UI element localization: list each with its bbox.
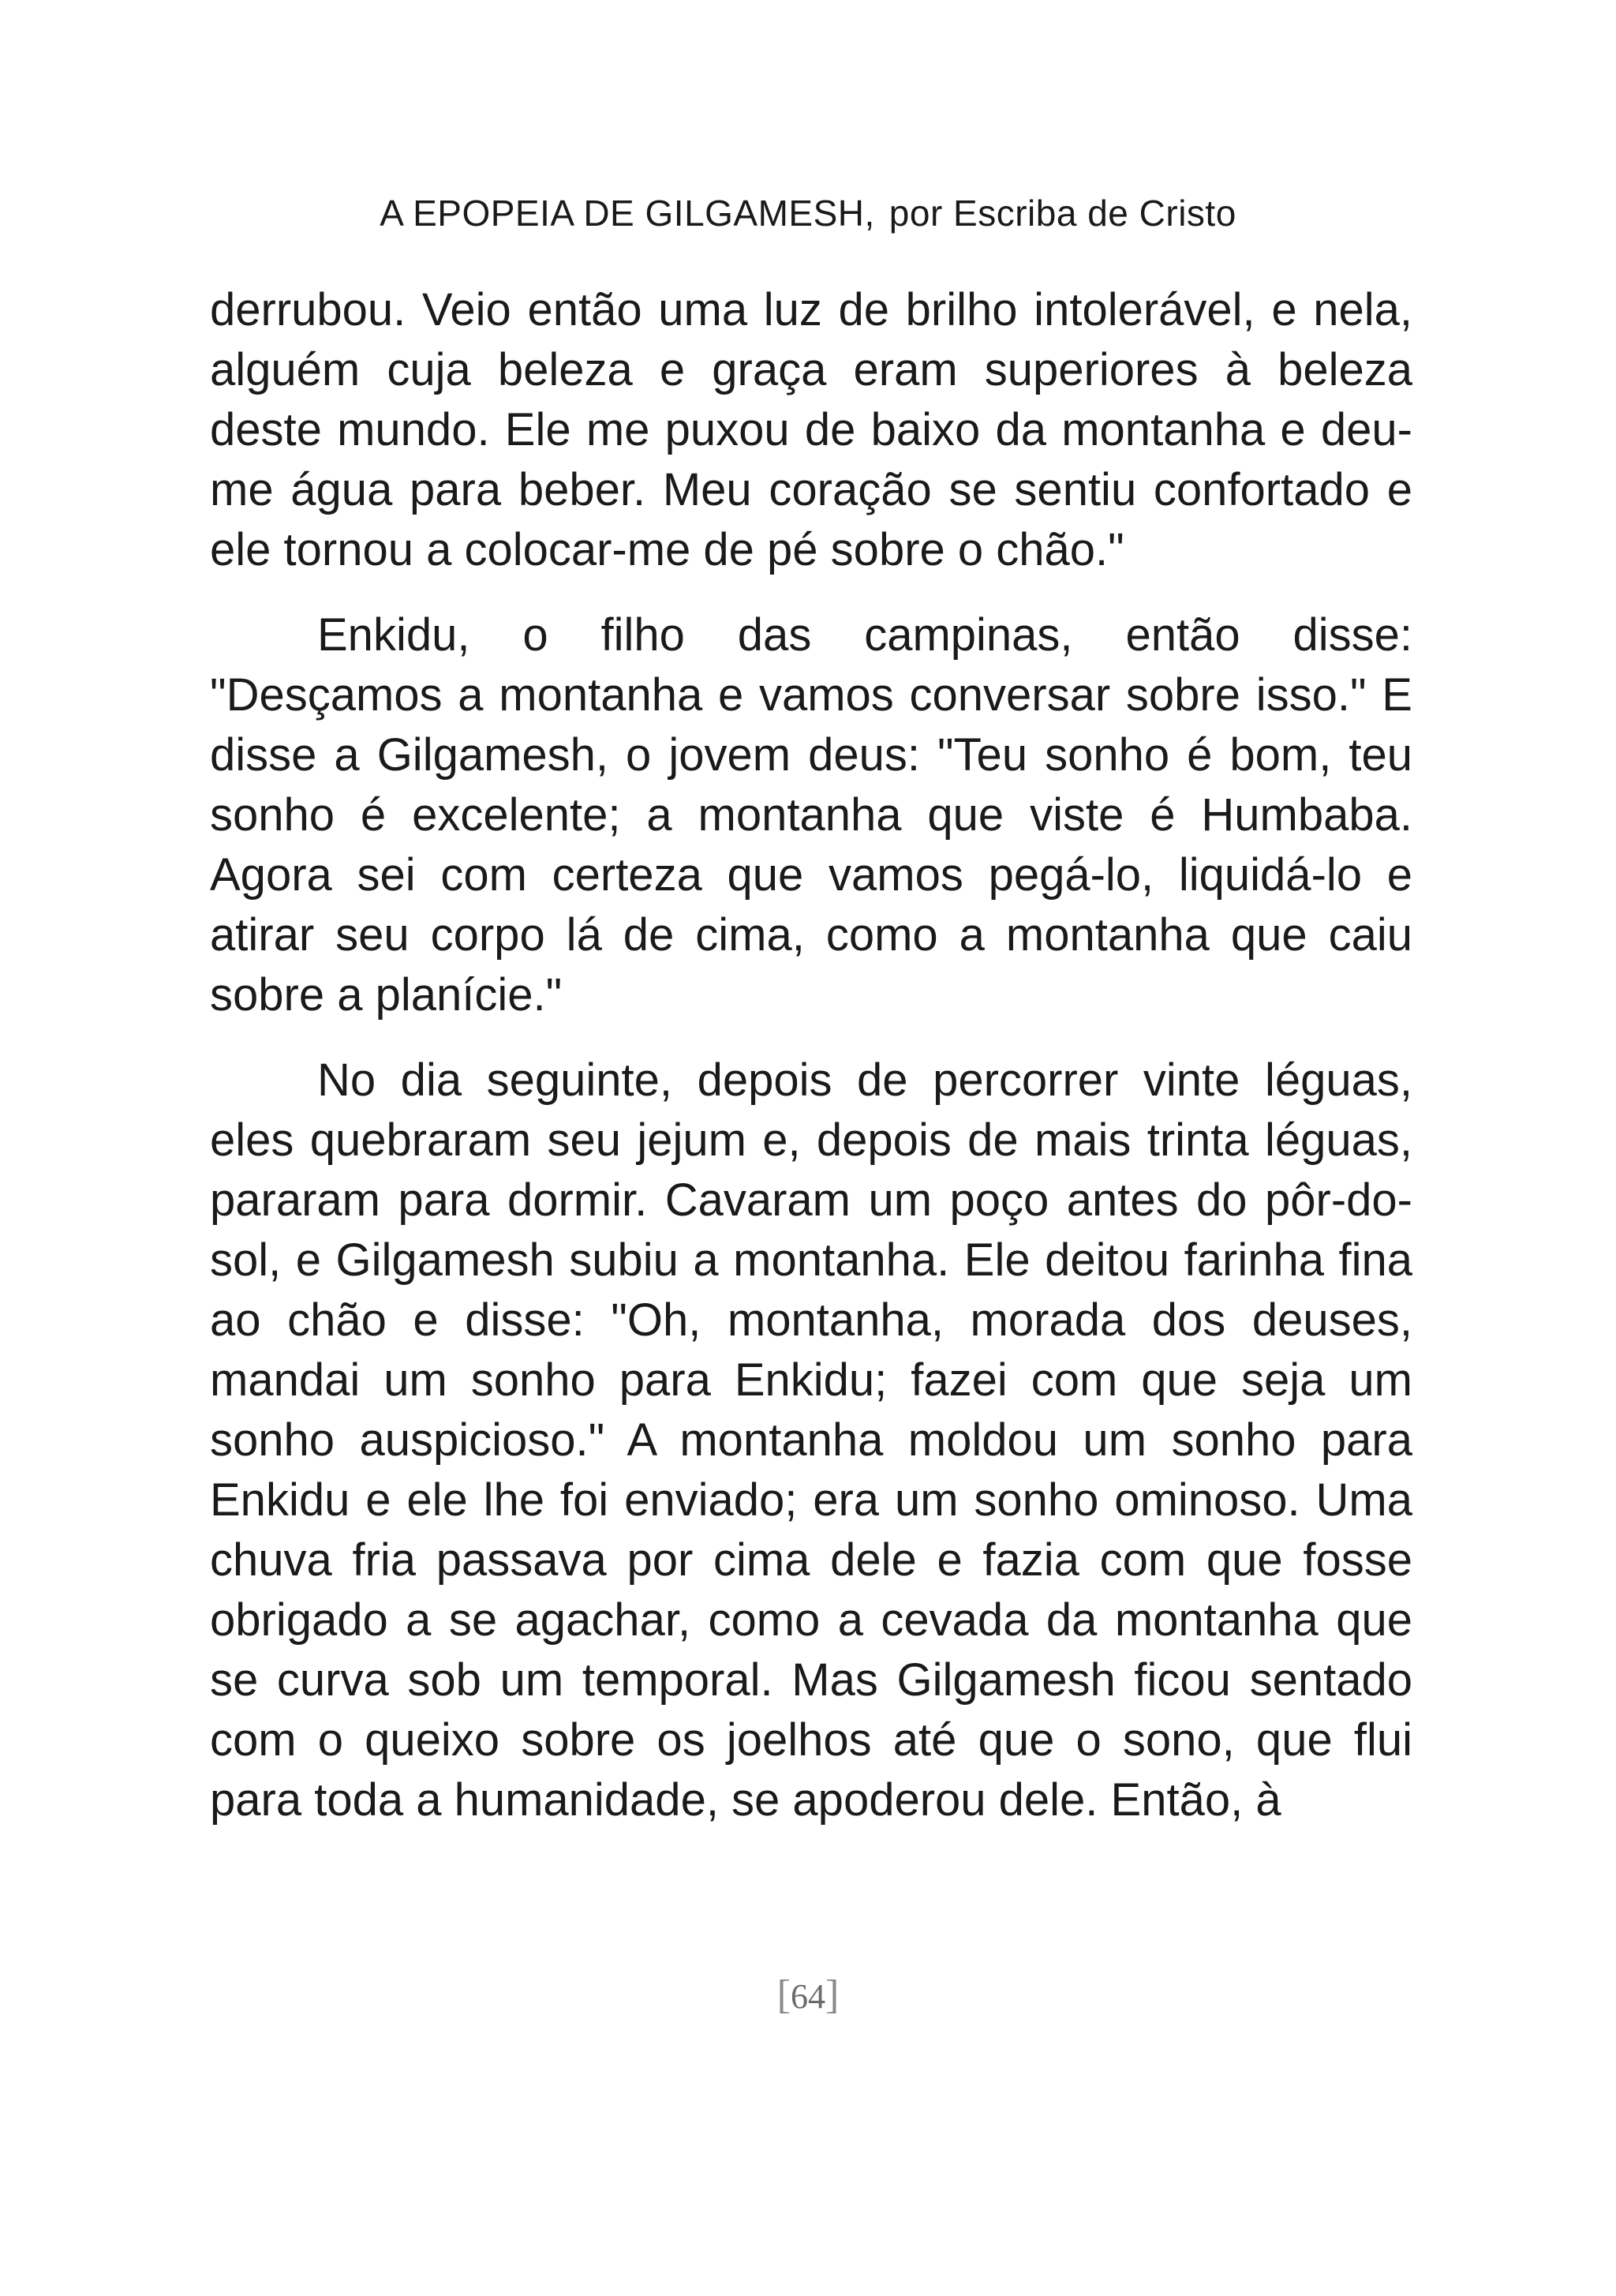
paragraph: No dia seguinte, depois de percorrer vinte léguas, eles quebraram seu jejum e, depois de mais trinta léguas, pararam para dormir. Cavaram um poço antes do pôr-do-sol, e Gilgamesh subiu a montanha. Ele deitou farinha fina ao chão e disse: "Oh, montanha, morada dos deuses, mandai um sonho para Enkidu; fazei com que seja um sonho auspicioso." A montanha moldou um sonho para Enkidu e ele lhe foi enviado; era um sonho ominoso. Uma chuva fria passava por cima dele e fazia com que fosse obrigado a se agachar, como a cevada da montanha que se curva sob um temporal. Mas Gilgamesh ficou sentado com o queixo sobre os joelhos até que o sono, que flui para toda a humanidade, se apoderou dele. Então, à [210,1054,1412,1826]
page-number-close-bracket: ] [825,1972,840,2017]
book-title: A EPOPEIA DE GILGAMESH, [380,193,875,234]
page-number-open-bracket: [ [776,1972,791,2017]
paragraph: Enkidu, o filho das campinas, então disse: "Desçamos a montanha e vamos conversar sobre isso." E disse a Gilgamesh, o jovem deus: "Teu sonho é bom, teu sonho é excelente; a montanha que viste é Humbaba. Agora sei com certeza que vamos pegá-lo, liquidá-lo e atirar seu corpo lá de cima, como a montanha que caiu sobre a planície." [210,609,1412,1021]
running-header [0,189,1616,237]
book-author: por Escriba de Cristo [888,193,1236,234]
paragraph-continued: derrubou. Veio então uma luz de brilho intolerável, e nela, alguém cuja beleza e graça eram superiores à beleza deste mundo. Ele me puxou de baixo da montanha e deu-me água para beber. Meu coração se sentiu confortado e ele tornou a colocar-me de pé sobre o chão." [210,284,1412,575]
page-number-value: 64 [791,1977,825,2016]
body-text [210,280,1412,1830]
page-number [0,1972,1616,2021]
